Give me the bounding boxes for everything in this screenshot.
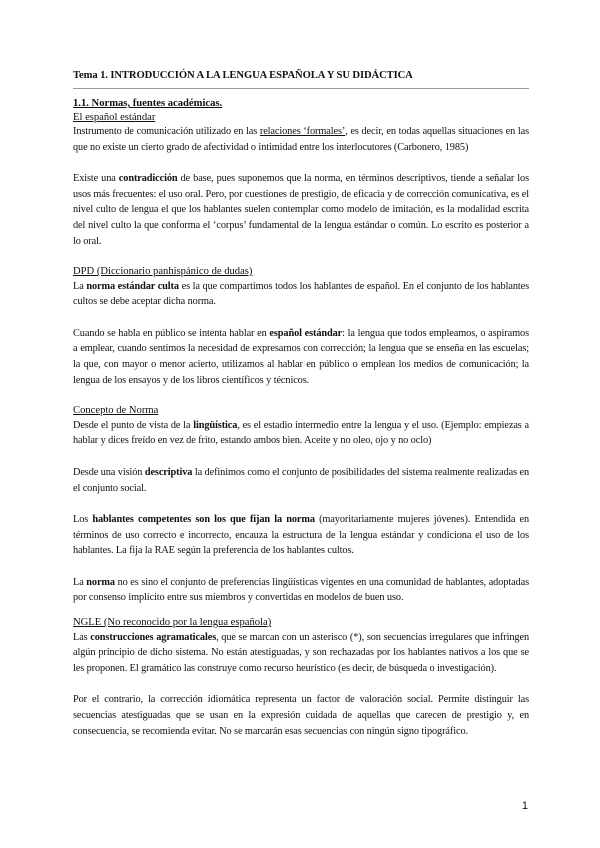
paragraph: Instrumento de comunicación utilizado en las relaciones ‘formales’, es decir, en todas aquellas situaciones en las que no existe un cierto grado de afectividad o intimidad entre los interlocutores (Carbonero, 1985) [73,126,529,153]
paragraph: Cuando se habla en público se intenta hablar en español estándar: la lengua que todos empleamos, o aspiramos a emplear, cuando sentimos la necesidad de expresarnos con corrección; la lengua que se enseña en las escuelas; la que, con mayor o menor acierto, utilizamos al hablar en público o emplean los medios de comunicación; la lengua de los ensayos y de los libros científicos y técnicos. [73,327,529,386]
underlined-term: relaciones ‘formales’ [259,126,346,137]
paragraph: Existe una contradicción de base, pues suponemos que la norma, en términos descriptivos, tiende a señalar los usos más frecuentes: el uso oral. Pero, por cuestiones de prestigio, de eficacia y de corrección comunicativa, es el nivel culto de lengua el que los hablantes suelen contemplar como modelo de imitación, es la modalidad escrita del nivel culto la que conforma el ‘corpus’ fundamental de la lengua estándar o común. Lo escrito es posterior a lo oral. [73,173,529,247]
document-title: Tema 1. INTRODUCCIÓN A LA LENGUA ESPAÑOLA Y SU DIDÁCTICA [73,70,413,81]
paragraph: La norma no es sino el conjunto de preferencias lingüísticas vigentes en una comunidad de hablantes, adoptadas por consenso implícito entre sus miembros y convertidas en modelos de buen uso. [73,576,529,604]
title-divider [73,88,529,89]
heading-concepto-norma: Concepto de Norma [73,405,159,417]
document-page [73,70,529,739]
paragraph: Las construcciones agramaticales, que se marcan con un asterisco (*), son secuencias irregulares que infringen algún principio de dicho sistema. No están atestiguadas, y son rechazadas por los hablantes nativos a los que se les proponen. El gramático las construye como recurso heurístico (es decir, de búsqueda o investigación). [73,631,529,674]
page-number: 1 [521,800,528,812]
heading-espanol-estandar: El español estándar [73,111,156,123]
paragraph: La norma estándar culta es la que compartimos todos los hablantes de español. En el conjunto de los hablantes cultos se debe aceptar dicha norma. [73,280,530,308]
paragraph: Los hablantes competentes son los que fijan la norma (mayoritariamente mujeres jóvenes). Entendida en términos de uso correcto e incorrecto, encauza la estructura de la lengua estándar y condiciona el uso de los hablantes. La fija la RAE según la preferencia de los hablantes cultos. [73,514,529,557]
paragraph: Desde el punto de vista de la lingüística, es el estadio intermedio entre la lengua y el uso. (Ejemplo: empiezas a hablar y dices freído en vez de frito, estando ambos bien. Aceite y no oleo, ojo y no oclo) [73,419,529,447]
paragraph: Desde una visión descriptiva la definimos como el conjunto de posibilidades del sistema realmente realizadas en el conjunto social. [73,466,529,494]
heading-ngle: NGLE (No reconocido por la lengua española) [73,617,272,629]
heading-dpd: DPD (Diccionario panhispánico de dudas) [73,266,253,278]
section-heading: 1.1. Normas, fuentes académicas. [73,98,223,109]
paragraph: Por el contrario, la corrección idiomática representa un factor de valoración social. Permite distinguir las secuencias atestiguadas que se usan en la expresión cuidada de aquellas que carecen de prestigio y, en consecuencia, se recomienda evitar. No se marcarán esas secuencias con ningún signo tipográfico. [73,694,529,737]
